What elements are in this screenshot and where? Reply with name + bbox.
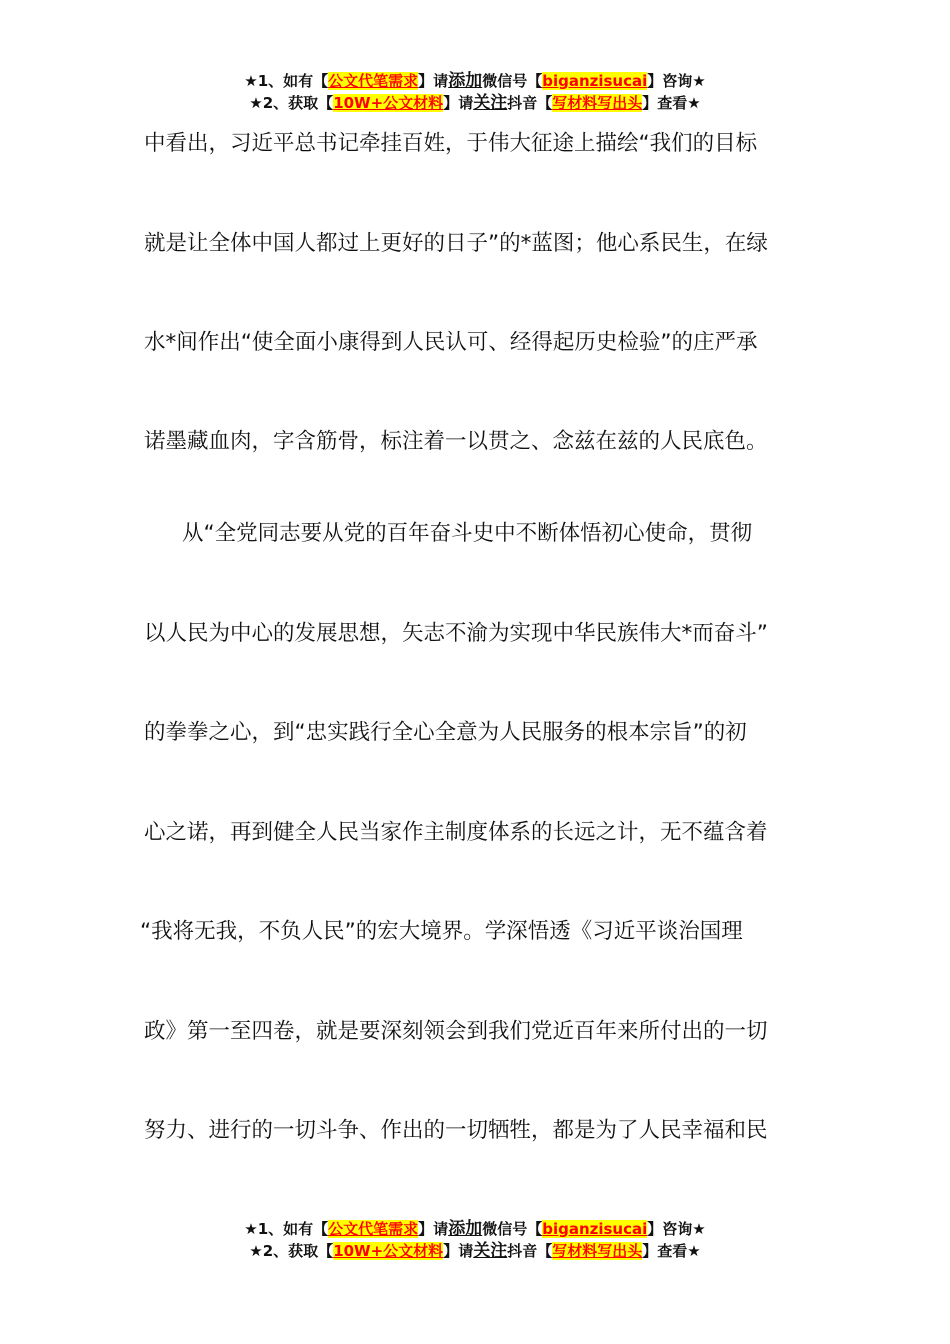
banner-line-2 — [0, 1240, 950, 1262]
banner-text: ★1、如有【 — [244, 1220, 329, 1238]
top-banner — [0, 70, 950, 114]
banner-text: 微信号【 — [482, 1220, 543, 1238]
banner-line-2 — [0, 92, 950, 114]
banner-text: ★1、如有【 — [244, 72, 329, 90]
text-line: 的拳拳之心，到“忠实践行全心全意为人民服务的根本宗旨”的初 — [144, 720, 747, 745]
banner-highlight: 公文代笔需求 — [328, 1220, 419, 1238]
banner-highlight: 公文代笔需求 — [328, 72, 419, 90]
text-line: 就是让全体中国人都过上更好的日子”的*蓝图；他心系民生，在绿 — [144, 231, 768, 256]
banner-text: 】请 — [443, 1242, 474, 1260]
banner-text: 微信号【 — [482, 72, 543, 90]
text-line: 水*间作出“使全面小康得到人民认可、经得起历史检验”的庄严承 — [144, 330, 758, 355]
banner-text: 】查看★ — [642, 1242, 701, 1260]
text-line: 努力、进行的一切斗争、作出的一切牺牲，都是为了人民幸福和民 — [144, 1118, 768, 1143]
banner-text: 】咨询★ — [647, 1220, 706, 1238]
banner-text: 抖音【 — [507, 1242, 553, 1260]
banner-text: ★2、获取【 — [249, 1242, 334, 1260]
banner-line-1 — [0, 1218, 950, 1240]
text-line: 从“全党同志要从党的百年奋斗史中不断体悟初心使命，贯彻 — [182, 521, 753, 546]
banner-highlight: 写材料写出头 — [552, 1242, 643, 1260]
banner-highlight: 10W+公文材料 — [333, 1242, 444, 1260]
banner-highlight: biganzisucai — [542, 1220, 648, 1238]
text-line: 以人民为中心的发展思想，矢志不渝为实现中华民族伟大*而奋斗” — [144, 621, 768, 646]
text-line: “我将无我，不负人民”的宏大境界。学深悟透《习近平谈治国理 — [140, 919, 743, 944]
banner-emphasis: 添加 — [448, 1219, 483, 1239]
banner-emphasis: 关注 — [473, 93, 508, 113]
banner-line-1 — [0, 70, 950, 92]
text-line: 心之诺，再到健全人民当家作主制度体系的长远之计，无不蕴含着 — [144, 820, 768, 845]
banner-emphasis: 添加 — [448, 71, 483, 91]
banner-text: 】咨询★ — [647, 72, 706, 90]
text-line: 中看出，习近平总书记牵挂百姓，于伟大征途上描绘“我们的目标 — [144, 131, 758, 156]
banner-text: 】请 — [418, 1220, 449, 1238]
banner-text: 】请 — [443, 94, 474, 112]
text-line: 政》第一至四卷，就是要深刻领会到我们党近百年来所付出的一切 — [144, 1019, 768, 1044]
bottom-banner — [0, 1218, 950, 1262]
banner-text: 】请 — [418, 72, 449, 90]
banner-emphasis: 关注 — [473, 1241, 508, 1261]
banner-highlight: 10W+公文材料 — [333, 94, 444, 112]
text-line: 诺墨藏血肉，字含筋骨，标注着一以贯之、念兹在兹的人民底色。 — [144, 429, 768, 454]
banner-text: 】查看★ — [642, 94, 701, 112]
banner-highlight: biganzisucai — [542, 72, 648, 90]
banner-highlight: 写材料写出头 — [552, 94, 643, 112]
banner-text: ★2、获取【 — [249, 94, 334, 112]
banner-text: 抖音【 — [507, 94, 553, 112]
